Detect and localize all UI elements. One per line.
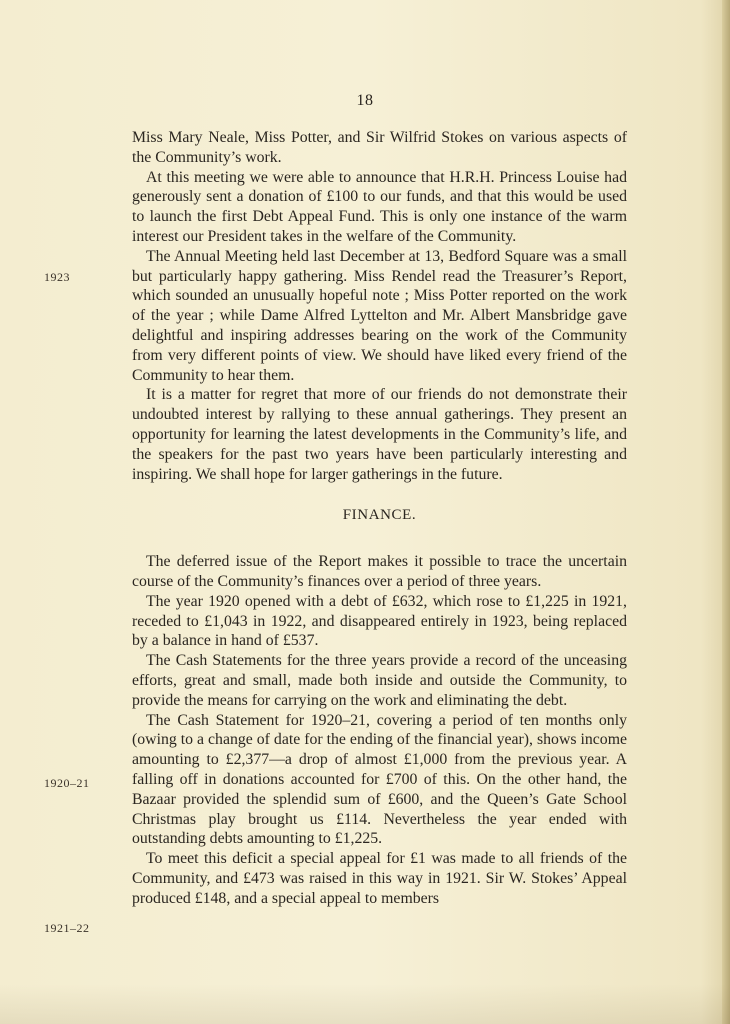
page-number: 18 xyxy=(356,92,374,109)
paragraph-annual-meeting: The Annual Meeting held last December at 13, Bedford Square was a small but particularly happy gathering. Miss Rendel read the Treasurer’s Report, which sounded an unusually hopeful note ; Miss Potter reported on the work of the year ; while Dame Alfred Lyttelton and Mr. Albert Mansbridge gave delightful and inspiring addresses bearing on the work of the Community from very different points of view. We should have liked every friend of the Community to hear them. xyxy=(132,247,627,384)
body-text xyxy=(132,128,627,908)
section-heading-finance: FINANCE. xyxy=(342,507,417,524)
page-edge-shadow xyxy=(722,0,730,1024)
paragraph-regret: It is a matter for regret that more of our friends do not demonstrate their undoubted interest by rallying to these annual gatherings. They present an opportunity for learning the latest developments in the Community’s life, and the speakers for the past two years have been particularly interesting and inspiring. We shall hope for larger gatherings in the future. xyxy=(132,386,627,483)
margin-note-1923: 1923 xyxy=(44,270,70,284)
paragraph-year-1920: The year 1920 opened with a debt of £632, which rose to £1,225 in 1921, receded to £1,043 in 1922, and disappeared entirely in 1923, being replaced by a balance in hand of £537. xyxy=(132,592,627,650)
margin-note-1921-22: 1921–22 xyxy=(44,921,90,935)
paragraph-continuation: Miss Mary Neale, Miss Potter, and Sir Wilfrid Stokes on various aspects of the Community’s work. xyxy=(132,129,627,166)
paragraph-cash-statements: The Cash Statements for the three years provide a record of the unceasing efforts, great and small, made both inside and outside the Community, to provide the means for carrying on the work and eliminating the debt. xyxy=(132,652,627,709)
paragraph-princess-louise: At this meeting we were able to announce that H.R.H. Princess Louise had generously sent a donation of £100 to our funds, and that this would be used to launch the first Debt Appeal Fund. This is only one instance of the warm interest our President takes in the welfare of the Community. xyxy=(132,168,627,245)
page-bottom-shade xyxy=(0,984,730,1024)
paragraph-cash-statement-1920-21: The Cash Statement for 1920–21, covering a period of ten months only (owing to a change of date for the ending of the financial year), shows income amounting to £2,377—a drop of almost £1,000 from the previous year. A falling off in donations accounted for £700 of this. On the other hand, the Bazaar provided the splendid sum of £600, and the Queen’s Gate School Christmas play brought us £114. Nevertheless the year ended with outstanding debts amounting to £1,225. xyxy=(132,711,627,848)
margin-note-1920-21: 1920–21 xyxy=(44,776,90,790)
paragraph-deferred-issue: The deferred issue of the Report makes it possible to trace the uncertain course of the Community’s finances over a period of three years. xyxy=(132,553,627,590)
paragraph-deficit-appeal: To meet this deficit a special appeal for £1 was made to all friends of the Community, and £473 was raised in this way in 1921. Sir W. Stokes’ Appeal produced £148, and a special appeal to members xyxy=(132,850,627,907)
